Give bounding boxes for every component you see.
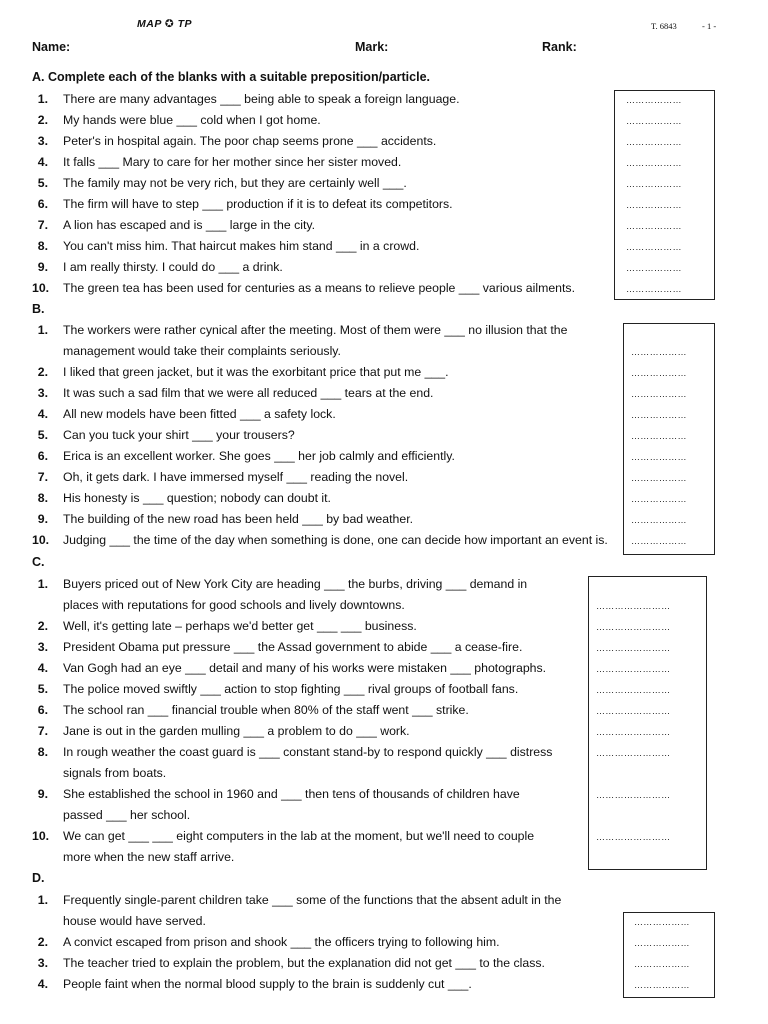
item-number: 9. bbox=[37, 512, 48, 526]
answer-blank[interactable]: ……………… bbox=[631, 368, 687, 378]
item-number: 6. bbox=[37, 197, 48, 211]
item-number: 4. bbox=[37, 661, 48, 675]
question-text-continued: more when the new staff arrive. bbox=[63, 850, 235, 864]
rank-label: Rank: bbox=[542, 40, 577, 54]
answer-blank[interactable]: ……………… bbox=[626, 200, 682, 210]
question-text: Frequently single-parent children take ___ some of the functions that the absent adult in the bbox=[63, 893, 562, 907]
question-text-continued: signals from boats. bbox=[63, 766, 167, 780]
question-text: My hands were blue ___ cold when I got home. bbox=[63, 113, 321, 127]
question-text: She established the school in 1960 and ___ then tens of thousands of children have bbox=[63, 787, 520, 801]
question-text: Peter's in hospital again. The poor chap seems prone ___ accidents. bbox=[63, 134, 437, 148]
answer-blank[interactable]: ……………… bbox=[631, 473, 687, 483]
item-number: 3. bbox=[37, 134, 48, 148]
item-number: 8. bbox=[37, 239, 48, 253]
item-number: 1. bbox=[37, 577, 48, 591]
question-text: Oh, it gets dark. I have immersed myself ___ reading the novel. bbox=[63, 470, 409, 484]
answer-blank[interactable]: ……………… bbox=[631, 347, 687, 357]
item-number: 2. bbox=[37, 935, 48, 949]
mark-label: Mark: bbox=[355, 40, 389, 54]
item-number: 9. bbox=[37, 787, 48, 801]
question-text: The police moved swiftly ___ action to stop fighting ___ rival groups of football fans. bbox=[63, 682, 519, 696]
question-text: I am really thirsty. I could do ___ a drink. bbox=[63, 260, 283, 274]
answer-blank[interactable]: ……………… bbox=[626, 221, 682, 231]
item-number: 4. bbox=[37, 407, 48, 421]
answer-blank[interactable]: ……………… bbox=[631, 431, 687, 441]
answer-blank[interactable]: ……………… bbox=[634, 980, 690, 990]
question-text: The family may not be very rich, but they are certainly well ___. bbox=[63, 176, 407, 190]
section-d-title: D. bbox=[32, 871, 45, 885]
question-text: Jane is out in the garden mulling ___ a problem to do ___ work. bbox=[63, 724, 410, 738]
section-a-title: A. Complete each of the blanks with a suitable preposition/particle. bbox=[32, 70, 430, 84]
question-text-continued: passed ___ her school. bbox=[63, 808, 191, 822]
document-code: T. 6843 bbox=[651, 21, 677, 31]
question-text: All new models have been fitted ___ a safety lock. bbox=[63, 407, 336, 421]
question-text: Buyers priced out of New York City are heading ___ the burbs, driving ___ demand in bbox=[63, 577, 528, 591]
answer-blank[interactable]: …………………… bbox=[596, 685, 671, 695]
question-text: You can't miss him. That haircut makes him stand ___ in a crowd. bbox=[63, 239, 420, 253]
answer-blank[interactable]: …………………… bbox=[596, 790, 671, 800]
item-number: 7. bbox=[37, 724, 48, 738]
item-number: 10. bbox=[32, 533, 50, 547]
answer-blank[interactable]: …………………… bbox=[596, 748, 671, 758]
answer-blank[interactable]: ……………… bbox=[626, 95, 682, 105]
answer-blank[interactable]: …………………… bbox=[596, 832, 671, 842]
question-text-continued: house would have served. bbox=[63, 914, 206, 928]
item-number: 2. bbox=[37, 365, 48, 379]
answer-blank[interactable]: ……………… bbox=[626, 116, 682, 126]
question-text: Can you tuck your shirt ___ your trousers? bbox=[63, 428, 295, 442]
answer-blank[interactable]: ……………… bbox=[631, 452, 687, 462]
page-number: - 1 - bbox=[702, 21, 717, 31]
item-number: 3. bbox=[37, 386, 48, 400]
question-text: Well, it's getting late – perhaps we'd better get ___ ___ business. bbox=[63, 619, 417, 633]
answer-blank[interactable]: ……………… bbox=[631, 536, 687, 546]
item-number: 9. bbox=[37, 260, 48, 274]
item-number: 1. bbox=[37, 893, 48, 907]
answer-blank[interactable]: ……………… bbox=[626, 242, 682, 252]
answer-blank[interactable]: ……………… bbox=[626, 137, 682, 147]
answer-blank[interactable]: ……………… bbox=[626, 284, 682, 294]
question-text: It was such a sad film that we were all reduced ___ tears at the end. bbox=[63, 386, 434, 400]
question-text: It falls ___ Mary to care for her mother since her sister moved. bbox=[63, 155, 402, 169]
question-text: A convict escaped from prison and shook ___ the officers trying to following him. bbox=[63, 935, 500, 949]
section-b-title: B. bbox=[32, 302, 45, 316]
question-text: President Obama put pressure ___ the Assad government to abide ___ a cease-fire. bbox=[63, 640, 523, 654]
item-number: 5. bbox=[37, 176, 48, 190]
item-number: 5. bbox=[37, 428, 48, 442]
answer-blank[interactable]: ……………… bbox=[631, 515, 687, 525]
answer-blank[interactable]: …………………… bbox=[596, 622, 671, 632]
answer-blank[interactable]: …………………… bbox=[596, 727, 671, 737]
question-text: We can get ___ ___ eight computers in the lab at the moment, but we'll need to couple bbox=[63, 829, 535, 843]
answer-blank[interactable]: …………………… bbox=[596, 664, 671, 674]
question-text: In rough weather the coast guard is ___ constant stand-by to respond quickly ___ distress bbox=[63, 745, 553, 759]
answer-blank[interactable]: ……………… bbox=[626, 179, 682, 189]
question-text: People faint when the normal blood supply to the brain is suddenly cut ___. bbox=[63, 977, 472, 991]
item-number: 8. bbox=[37, 491, 48, 505]
name-label: Name: bbox=[32, 40, 71, 54]
question-text: A lion has escaped and is ___ large in the city. bbox=[63, 218, 316, 232]
answer-blank[interactable]: ……………… bbox=[631, 410, 687, 420]
logo: MAP ✪ TP bbox=[137, 18, 192, 30]
question-text: The workers were rather cynical after the meeting. Most of them were ___ no illusion that the bbox=[63, 323, 568, 337]
item-number: 7. bbox=[37, 218, 48, 232]
answer-blank[interactable]: ……………… bbox=[626, 158, 682, 168]
question-text: The teacher tried to explain the problem, but the explanation did not get ___ to the class. bbox=[63, 956, 545, 970]
question-text: His honesty is ___ question; nobody can doubt it. bbox=[63, 491, 331, 505]
item-number: 4. bbox=[37, 155, 48, 169]
item-number: 4. bbox=[37, 977, 48, 991]
answer-blank[interactable]: ……………… bbox=[634, 917, 690, 927]
question-text: The building of the new road has been held ___ by bad weather. bbox=[63, 512, 414, 526]
answer-blank[interactable]: ……………… bbox=[634, 938, 690, 948]
answer-blank[interactable]: …………………… bbox=[596, 706, 671, 716]
question-text: Van Gogh had an eye ___ detail and many of his works were mistaken ___ photographs. bbox=[63, 661, 547, 675]
section-c-answer-box bbox=[588, 576, 707, 870]
item-number: 7. bbox=[37, 470, 48, 484]
answer-blank[interactable]: ……………… bbox=[626, 263, 682, 273]
question-text: The firm will have to step ___ production if it is to defeat its competitors. bbox=[63, 197, 453, 211]
item-number: 10. bbox=[32, 829, 50, 843]
question-text: I liked that green jacket, but it was the exorbitant price that put me ___. bbox=[63, 365, 449, 379]
question-text: The green tea has been used for centuries as a means to relieve people ___ various ailments. bbox=[63, 281, 575, 295]
item-number: 5. bbox=[37, 682, 48, 696]
question-text-continued: places with reputations for good schools and lively downtowns. bbox=[63, 598, 405, 612]
question-text-continued: management would take their complaints seriously. bbox=[63, 344, 341, 358]
item-number: 1. bbox=[37, 323, 48, 337]
answer-blank[interactable]: …………………… bbox=[596, 643, 671, 653]
item-number: 6. bbox=[37, 703, 48, 717]
answer-blank[interactable]: ……………… bbox=[634, 959, 690, 969]
question-text: There are many advantages ___ being able to speak a foreign language. bbox=[63, 92, 460, 106]
item-number: 8. bbox=[37, 745, 48, 759]
answer-blank[interactable]: ……………… bbox=[631, 389, 687, 399]
item-number: 3. bbox=[37, 956, 48, 970]
item-number: 6. bbox=[37, 449, 48, 463]
item-number: 1. bbox=[37, 92, 48, 106]
answer-blank[interactable]: …………………… bbox=[596, 601, 671, 611]
item-number: 2. bbox=[37, 619, 48, 633]
question-text: Erica is an excellent worker. She goes ___ her job calmly and efficiently. bbox=[63, 449, 455, 463]
section-c-title: C. bbox=[32, 555, 45, 569]
answer-blank[interactable]: ……………… bbox=[631, 494, 687, 504]
item-number: 2. bbox=[37, 113, 48, 127]
item-number: 10. bbox=[32, 281, 50, 295]
item-number: 3. bbox=[37, 640, 48, 654]
question-text: The school ran ___ financial trouble when 80% of the staff went ___ strike. bbox=[63, 703, 469, 717]
question-text: Judging ___ the time of the day when something is done, one can decide how important an event is. bbox=[63, 533, 608, 547]
